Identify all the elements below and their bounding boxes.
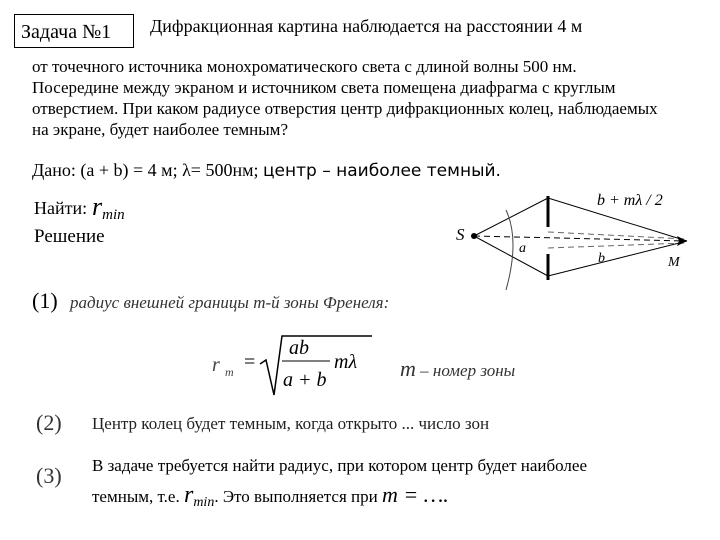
item3-number: (3) [36, 463, 62, 488]
given-condition: центр – наиболее темный. [262, 161, 501, 181]
item1-text: радиус внешней границы m-й зоны Френеля: [70, 293, 390, 312]
item3-r-sub: min [193, 495, 215, 510]
fresnel-formula [212, 336, 372, 395]
m-point-label: M [668, 255, 680, 270]
source-label: S [456, 225, 465, 244]
optical-axis [474, 236, 687, 241]
formula-den: a + b [283, 369, 327, 391]
given-label: Дано: [32, 160, 76, 180]
a-label: a [519, 241, 526, 256]
intro-text: Дифракционная картина наблюдается на расстоянии 4 м [150, 16, 583, 36]
item3-eq: m = …. [381, 482, 449, 507]
solution-label: Решение [34, 226, 105, 247]
m-note-var: m [400, 356, 416, 381]
formula-num: ab [289, 337, 309, 359]
m-note-text: – номер зоны [415, 361, 516, 380]
b-label: b [598, 251, 605, 266]
source-point [471, 233, 477, 239]
formula-tail: mλ [334, 351, 358, 373]
find-r: r [92, 192, 103, 221]
item3-r [184, 482, 214, 508]
item3-r-letter: r [183, 482, 194, 508]
problem-line: от точечного источника монохроматического света с длиной волны 500 нм. [32, 57, 577, 76]
task-title: Задача №1 [14, 14, 134, 48]
m-note [400, 356, 515, 382]
problem-line: Посередине между экраном и источником света помещена диафрагма с круглым [32, 78, 616, 97]
find-label: Найти: [34, 198, 88, 218]
axis-dash-lower [548, 243, 686, 248]
item3-line1: В задаче требуется найти радиус, при котором центр будет наиболее [92, 456, 588, 475]
item2-text: Центр колец будет темным, когда открыто ... число зон [92, 414, 490, 433]
ray-upper-left [474, 198, 548, 236]
find-sub: min [102, 207, 125, 223]
item3-mid: . Это выполняется при [214, 487, 378, 506]
path-length-label: b + mλ / 2 [597, 192, 663, 209]
wavefront-arc [506, 210, 513, 290]
item3-pre: темным, т.е. [92, 487, 180, 506]
given-ab: (a + b) = 4 м; [80, 160, 178, 180]
problem-line: отверстием. При каком радиусе отверстия центр дифракционных колец, наблюдаемых [32, 99, 658, 118]
formula-lhs-sub: m [225, 365, 234, 379]
formula-lhs: r [212, 354, 220, 376]
given-lambda: λ= 500нм; [182, 160, 259, 180]
item2-number: (2) [36, 410, 62, 435]
formula-eq: = [244, 351, 256, 373]
problem-line: на экране, будет наиболее темным? [32, 120, 288, 139]
item1-number: (1) [32, 288, 58, 313]
ray-lower-right [548, 241, 687, 276]
item3-line2 [92, 482, 449, 511]
